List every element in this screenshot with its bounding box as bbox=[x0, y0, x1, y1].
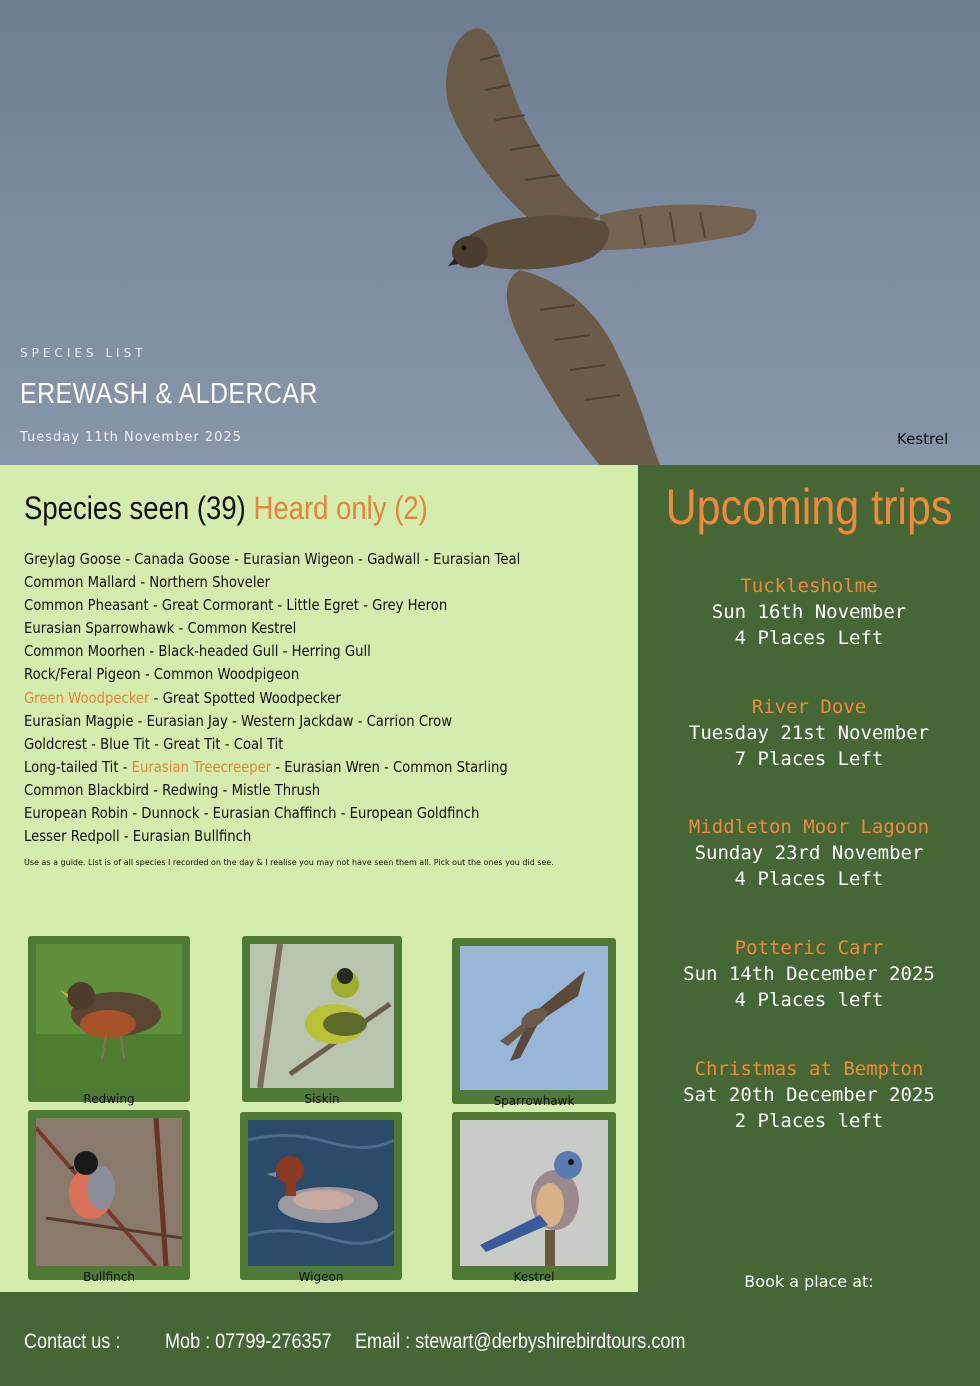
species-list bbox=[24, 548, 552, 848]
species-text: European Robin - Dunnock - Eurasian Chaffinch - European Goldfinch bbox=[24, 804, 480, 823]
redwing-label: Redwing bbox=[83, 1092, 135, 1106]
photo-tile-wigeon bbox=[240, 1112, 402, 1284]
species-text: Common Pheasant - Great Cormorant - Little Egret - Grey Heron bbox=[24, 596, 448, 615]
species-text: Eurasian Magpie - Eurasian Jay - Western Jackdaw - Carrion Crow bbox=[24, 711, 453, 730]
species-text: Long-tailed Tit - bbox=[24, 757, 132, 776]
book-label: Book a place at: bbox=[744, 1272, 874, 1291]
mobile-number[interactable]: Mob : 07799-276357 bbox=[165, 1330, 332, 1353]
trip-date: Sun 16th November bbox=[711, 601, 907, 623]
kestrel-photo bbox=[460, 1120, 608, 1266]
sparrowhawk-label: Sparrowhawk bbox=[493, 1094, 575, 1108]
species-line bbox=[24, 594, 552, 617]
trip-places: 2 Places left bbox=[734, 1110, 884, 1132]
photo-tile-redwing bbox=[28, 936, 190, 1106]
heard-only-count: Heard only (2) bbox=[253, 490, 428, 526]
trip-name: River Dove bbox=[751, 696, 867, 718]
species-line bbox=[24, 825, 552, 848]
upcoming-trips-title: Upcoming trips bbox=[665, 479, 953, 535]
trip-date: Sunday 23rd November bbox=[694, 842, 924, 864]
trip-places: 4 Places Left bbox=[734, 627, 884, 649]
hero-banner bbox=[0, 0, 980, 465]
redwing-photo bbox=[36, 944, 182, 1088]
photo-tile-bullfinch bbox=[28, 1110, 190, 1284]
species-line bbox=[24, 802, 552, 825]
species-line bbox=[24, 710, 552, 733]
species-seen-count: Species seen (39) bbox=[24, 490, 246, 526]
trip-places: 4 Places left bbox=[734, 989, 884, 1011]
species-text: Goldcrest - Blue Tit - Great Tit - Coal Tit bbox=[24, 734, 284, 753]
siskin-label: Siskin bbox=[304, 1092, 340, 1106]
trip-name: Middleton Moor Lagoon bbox=[688, 816, 930, 838]
species-text: Lesser Redpoll - Eurasian Bullfinch bbox=[24, 827, 252, 846]
species-text: Common Blackbird - Redwing - Mistle Thrush bbox=[24, 780, 321, 799]
trip-places: 4 Places Left bbox=[734, 868, 884, 890]
trip-card[interactable] bbox=[638, 695, 980, 772]
species-line bbox=[24, 733, 552, 756]
heard-only-species: Eurasian Treecreeper bbox=[131, 757, 272, 776]
kestrel-label: Kestrel bbox=[513, 1270, 555, 1284]
bullfinch-label: Bullfinch bbox=[83, 1270, 135, 1284]
trip-card[interactable] bbox=[638, 936, 980, 1013]
species-text: - Great Spotted Woodpecker bbox=[149, 688, 341, 707]
species-line bbox=[24, 663, 552, 686]
species-line bbox=[24, 687, 552, 710]
trip-date: Tuesday 11th November 2025 bbox=[20, 430, 242, 445]
trip-name: Tucklesholme bbox=[740, 575, 878, 597]
trip-date: Sat 20th December 2025 bbox=[683, 1084, 935, 1106]
species-text: - Eurasian Wren - Common Starling bbox=[271, 757, 508, 776]
species-line bbox=[24, 779, 552, 802]
trip-name: Potteric Carr bbox=[734, 937, 884, 959]
trip-card[interactable] bbox=[638, 574, 980, 651]
trip-date: Sun 14th December 2025 bbox=[683, 963, 935, 985]
photo-tile-sparrowhawk bbox=[452, 938, 616, 1108]
species-text: Eurasian Sparrowhawk - Common Kestrel bbox=[24, 619, 297, 638]
trip-places: 7 Places Left bbox=[734, 748, 884, 770]
species-heading bbox=[24, 490, 428, 527]
sparrowhawk-photo bbox=[460, 946, 608, 1090]
email-address[interactable]: Email : stewart@derbyshirebirdtours.com bbox=[355, 1330, 686, 1353]
species-line bbox=[24, 571, 552, 594]
trip-card[interactable] bbox=[638, 1057, 980, 1134]
species-line bbox=[24, 617, 552, 640]
wigeon-label: Wigeon bbox=[298, 1270, 344, 1284]
species-line bbox=[24, 548, 552, 571]
trip-name: Christmas at Bempton bbox=[694, 1058, 924, 1080]
species-text: Common Mallard - Northern Shoveler bbox=[24, 573, 271, 592]
heard-only-species: Green Woodpecker bbox=[24, 688, 150, 707]
bullfinch-photo bbox=[36, 1118, 182, 1266]
species-text: Rock/Feral Pigeon - Common Woodpigeon bbox=[24, 665, 300, 684]
contact-label: Contact us : bbox=[24, 1330, 121, 1353]
guide-note: Use as a guide. List is of all species I recorded on the day & I realise you may not have seen them all. Pick out the ones you did see. bbox=[24, 858, 554, 867]
species-line bbox=[24, 756, 552, 779]
wigeon-photo bbox=[248, 1120, 394, 1266]
siskin-photo bbox=[250, 944, 394, 1088]
trip-card[interactable] bbox=[638, 815, 980, 892]
hero-photo-caption: Kestrel bbox=[897, 430, 949, 448]
page-title: EREWASH & ALDERCAR bbox=[20, 378, 318, 410]
photo-tile-siskin bbox=[242, 936, 402, 1106]
species-line bbox=[24, 640, 552, 663]
trip-date: Tuesday 21st November bbox=[688, 722, 930, 744]
species-text: Greylag Goose - Canada Goose - Eurasian Wigeon - Gadwall - Eurasian Teal bbox=[24, 550, 521, 568]
species-list-kicker: SPECIES LIST bbox=[20, 346, 147, 360]
species-text: Common Moorhen - Black-headed Gull - Herring Gull bbox=[24, 642, 371, 661]
photo-tile-kestrel bbox=[452, 1112, 616, 1284]
